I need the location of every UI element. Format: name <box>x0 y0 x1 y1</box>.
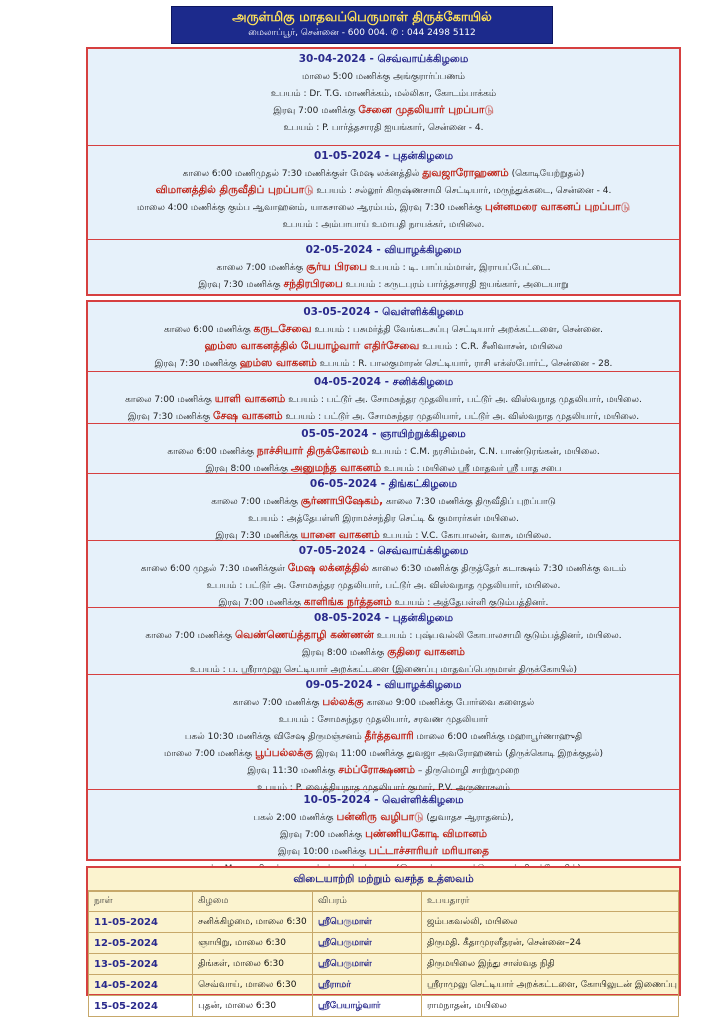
table-title: விடையாற்றி மற்றும் வசந்த உத்ஸவம் <box>88 868 679 891</box>
event-highlight: புண்ணியகோடி விமானம் <box>365 828 488 840</box>
event-line <box>90 199 677 216</box>
cell-detail: ஸ்ரீபேயாழ்வார் <box>312 996 421 1017</box>
event-text: உபயம் : C.M. நரசிம்மன், C.N. பாண்டுரங்கன், மயிலை. <box>368 447 600 457</box>
event-text: பகல் 10:30 மணிக்கு விசேஷ திருமஞ்சனம் <box>184 732 365 742</box>
event-line <box>90 276 677 293</box>
event-text: இரவு 11:30 மணிக்கு <box>247 766 339 776</box>
event-text: உபயம் : பட்டூர் அ. சோமசுந்தர முதலியார், பட்டூர் அ. விஸ்வநாத முதலியார், மயிலை. <box>282 412 640 422</box>
event-text: உபயம் : பட்டூர் அ. சோமசுந்தர முதலியார், பட்டூர் அ. விஸ்வநாத முதலியார், மயிலை. <box>285 395 642 405</box>
event-highlight: மேஷ லக்னத்தில் <box>287 562 369 574</box>
cell-detail: ஸ்ரீபெருமாள் <box>312 933 421 954</box>
event-line <box>90 68 677 85</box>
table-row <box>89 996 679 1017</box>
event-line <box>90 627 677 644</box>
event-line <box>90 408 677 425</box>
cell-sponsor: திருமயிலை இந்து சாஸ்வத நிதி <box>421 954 678 975</box>
day-heading: 07-05-2024 - செவ்வாய்க்கிழமை <box>298 545 469 557</box>
temple-title: அருள்மிகு மாதவப்பெருமாள் திருக்கோயில் <box>232 10 492 25</box>
schedule-panel-main <box>86 300 681 861</box>
event-highlight: சம்ப்ரோக்ஷணம் <box>338 764 416 776</box>
event-text: பகல் 2:00 மணிக்கு <box>253 813 337 823</box>
event-line <box>90 216 677 233</box>
cell-detail: ஸ்ரீபெருமாள் <box>312 954 421 975</box>
cell-day: திங்கள், மாலை 6:30 <box>193 954 313 975</box>
event-line <box>90 321 677 338</box>
day-block <box>88 675 679 793</box>
temple-header <box>171 6 553 44</box>
day-block <box>88 146 679 240</box>
event-line <box>90 577 677 594</box>
table-row <box>89 954 679 975</box>
day-heading: 08-05-2024 - புதன்கிழமை <box>313 612 454 624</box>
event-highlight: யாளி வாகனம் <box>214 393 286 405</box>
event-text: இரவு 7:30 மணிக்கு <box>198 280 284 290</box>
event-text: – திருமொழி சாற்றுமுறை <box>415 766 520 776</box>
event-text: உபயம் : பசுமர்த்தி வேங்கடசுப்பு செட்டியார் அறக்கட்டளை, சென்னை. <box>311 325 604 335</box>
event-text: காலை 6:00 மணிக்கு <box>167 447 257 457</box>
event-highlight: விமானத்தில் திருவீதிப் புறப்பாடு <box>155 184 314 196</box>
event-text: இரவு 10:00 மணிக்கு <box>278 847 369 857</box>
cell-day: சனிக்கிழமை, மாலை 6:30 <box>193 912 313 933</box>
cell-detail: ஸ்ரீராமர் <box>312 975 421 996</box>
cell-sponsor: ராமநாதன், மயிலை <box>421 996 678 1017</box>
event-text: மாலை 4:00 மணிக்கு கும்ப ஆவாஹனம், யாகசாலை ஆரம்பம், இரவு 7:30 மணிக்கு <box>136 203 485 213</box>
cell-date: 11-05-2024 <box>89 912 193 933</box>
event-text: இரவு 8:00 மணிக்கு <box>302 648 388 658</box>
event-text: மாலை 6:00 மணிக்கு மஹாபூர்ணாஹுதி <box>413 732 583 742</box>
event-highlight: ஹம்ஸ வாகனம் <box>239 357 317 369</box>
cell-sponsor: ஸ்ரீராமுலு செட்டியார் அறக்கட்டளை, கோயிலுடன் இணைப்பு <box>421 975 678 996</box>
event-highlight: வெண்ணெய்த்தாழி கண்ணன் <box>234 629 374 641</box>
cell-sponsor: ஜம்பகவல்லி, மயிலை <box>421 912 678 933</box>
event-highlight: பட்டாச்சாரியர் மரியாதை <box>368 845 489 857</box>
day-heading: 02-05-2024 - வியாழக்கிழமை <box>305 244 462 256</box>
event-text: உபயம் : P. பார்த்தசாரதி ஐயங்கார், சென்னை - 4. <box>283 123 484 133</box>
event-highlight: துவஜாரோஹணம் <box>422 167 509 179</box>
event-text: உபயம் : அத்தேபள்ளி குடும்பத்தினர். <box>391 598 549 608</box>
event-text: உபயம் : பட்டூர் அ. சோமசுந்தர முதலியார், பட்டூர் அ. விஸ்வநாத முதலியார், மயிலை. <box>206 581 561 591</box>
event-line <box>90 843 677 860</box>
day-block <box>88 474 679 541</box>
day-heading: 30-04-2024 - செவ்வாய்க்கிழமை <box>298 53 469 65</box>
event-highlight: ஹம்ஸ வாகனத்தில் பேயாழ்வார் எதிர்சேவை <box>204 340 420 352</box>
event-highlight: தீர்த்தவாரி <box>364 730 414 742</box>
day-block <box>88 608 679 675</box>
event-highlight: பூப்பல்லக்கு <box>255 747 313 759</box>
event-text: காலை 9:00 மணிக்கு போர்வை களைதல் <box>363 698 535 708</box>
event-highlight: அனுமந்த வாகனம் <box>290 462 382 474</box>
event-text: காலை 7:00 மணிக்கு <box>211 497 301 507</box>
event-line <box>90 711 677 728</box>
event-highlight: கருடசேவை <box>253 323 312 335</box>
event-text: உபயம் : சோமசுந்தர முதலியார், சரவண முதலியார் <box>278 715 489 725</box>
event-text: மாலை 7:00 மணிக்கு <box>163 749 256 759</box>
event-line <box>90 826 677 843</box>
event-text: காலை 7:00 மணிக்கு <box>216 263 307 273</box>
event-line <box>90 762 677 779</box>
day-block <box>88 790 679 859</box>
event-text: காலை 7:00 மணிக்கு <box>232 698 323 708</box>
event-text: உபயம் : V.C. கோபாலன், வாசு, மயிலை. <box>379 531 552 541</box>
table-row <box>89 975 679 996</box>
event-text: இரவு 7:30 மணிக்கு <box>154 359 240 369</box>
day-heading: 05-05-2024 - ஞாயிற்றுக்கிழமை <box>301 428 466 440</box>
event-line <box>90 510 677 527</box>
event-line <box>90 728 677 745</box>
event-line <box>90 355 677 372</box>
cell-date: 15-05-2024 <box>89 996 193 1017</box>
cell-day: புதன், மாலை 6:30 <box>193 996 313 1017</box>
event-text: உபயம் : அம்பாபாய் உமாபதி நாயக்கர், மயிலை. <box>282 220 485 230</box>
event-text: உபயம் : சல்லூர் கிருஷ்ணசாமி செட்டியார், மருந்துக்கடை, சென்னை - 4. <box>313 186 612 196</box>
table-row <box>89 933 679 954</box>
cell-date: 14-05-2024 <box>89 975 193 996</box>
col-day: கிழமை <box>193 892 313 912</box>
event-line <box>90 493 677 510</box>
event-text: உபயம் : C.R. சீனிவாசன், மயிலை <box>419 342 563 352</box>
event-text: இரவு 7:00 மணிக்கு <box>279 830 366 840</box>
event-text: (துவாதச ஆராதனம்), <box>423 813 514 823</box>
event-line <box>90 694 677 711</box>
schedule-table <box>88 891 679 1017</box>
event-text: (கொடியேற்றுதல்) <box>508 169 585 179</box>
event-line <box>90 809 677 826</box>
event-line <box>90 391 677 408</box>
event-line <box>90 85 677 102</box>
temple-address: மைலாப்பூர், சென்னை - 600 004. ✆ : 044 2498 5112 <box>248 28 476 38</box>
table-row <box>89 912 679 933</box>
event-text: மாலை 5:00 மணிக்கு அங்குரார்ப்பணம் <box>301 72 466 82</box>
event-text: உபயம் : மயிலை ஸ்ரீ மாதவர் ஸ்ரீ பாத சபை <box>381 464 562 474</box>
event-text: காலை 6:00 மணிக்கு <box>163 325 254 335</box>
event-highlight: சேனை முதலியார் புறப்பாடு <box>358 104 494 116</box>
day-block <box>88 302 679 372</box>
event-line <box>90 102 677 119</box>
event-highlight: புன்னமரை வாகனப் புறப்பாடு <box>485 201 630 213</box>
event-line <box>90 119 677 136</box>
day-heading: 06-05-2024 - திங்கட்கிழமை <box>309 478 458 490</box>
col-sponsor: உபயதாரர் <box>421 892 678 912</box>
event-line <box>90 338 677 355</box>
event-line <box>90 443 677 460</box>
event-text: உபயம் : ப. ஸ்ரீராமுலு செட்டியார் அறக்கட்டளை (இணைப்பு மாதவப்பெருமாள் திருக்கோயில்) <box>189 665 578 675</box>
event-text: இரவு 7:00 மணிக்கு <box>273 106 359 116</box>
event-highlight: சூர்ணாபிஷேகம், <box>300 495 384 507</box>
day-heading: 01-05-2024 - புதன்கிழமை <box>313 150 454 162</box>
event-line <box>90 644 677 661</box>
event-text: உபயம் : P. வைத்தியநாத முதலியார் குமார், P.V. அருணாசலம் <box>257 783 510 793</box>
event-highlight: நாச்சியார் திருக்கோலம் <box>256 445 369 457</box>
day-heading: 03-05-2024 - வெள்ளிக்கிழமை <box>303 306 464 318</box>
day-heading: 09-05-2024 - வியாழக்கிழமை <box>305 679 462 691</box>
day-block <box>88 424 679 474</box>
event-line <box>90 259 677 276</box>
col-date: நாள் <box>89 892 193 912</box>
event-highlight: பல்லக்கு <box>322 696 364 708</box>
event-highlight: சூர்ய பிரபை <box>306 261 368 273</box>
event-text: இரவு 8:00 மணிக்கு <box>205 464 291 474</box>
schedule-panel-top <box>86 47 681 296</box>
event-text: இரவு 7:30 மணிக்கு <box>215 531 301 541</box>
event-text: இரவு 7:00 மணிக்கு <box>218 598 304 608</box>
event-text: உபயம் : Dr. T.G. மாணிக்கம், மல்லிகா, கோடம்பாக்கம் <box>270 89 497 99</box>
col-detail: விபரம் <box>312 892 421 912</box>
table-header-row <box>89 892 679 912</box>
event-highlight: யானை வாகனம் <box>300 529 380 541</box>
event-highlight: குதிரை வாகனம் <box>387 646 465 658</box>
event-line <box>90 182 677 199</box>
day-heading: 10-05-2024 - வெள்ளிக்கிழமை <box>303 794 464 806</box>
event-line <box>90 745 677 762</box>
event-text: காலை 6:30 மணிக்கு திருத்தேர் கடாக்ஷம் 7:30 மணிக்கு வடம் <box>368 564 627 574</box>
day-block <box>88 49 679 146</box>
vasantha-utsavam-table <box>86 866 681 1012</box>
cell-date: 13-05-2024 <box>89 954 193 975</box>
event-text: இரவு 11:00 மணிக்கு துவஜா அவரோஹணம் (திருக்கொடி இறக்குதல்) <box>312 749 604 759</box>
cell-date: 12-05-2024 <box>89 933 193 954</box>
day-heading: 04-05-2024 - சனிக்கிழமை <box>313 376 454 388</box>
cell-sponsor: திருமதி. கீதாமுரளீதரன், சென்னை–24 <box>421 933 678 954</box>
day-block <box>88 372 679 424</box>
event-text: உபயம் : கருடபுரம் பார்த்தசாரதி ஐயங்கார், அடையாறு <box>342 280 569 290</box>
event-line <box>90 165 677 182</box>
event-text: காலை 6:00 மணிமுதல் 7:30 மணிக்குள் மேஷ லக்னத்தில் <box>182 169 423 179</box>
event-text: காலை 7:30 மணிக்கு திருவீதிப் புறப்பாடு <box>383 497 556 507</box>
day-block <box>88 541 679 608</box>
day-block <box>88 240 679 294</box>
event-highlight: சந்திரபிரபை <box>283 278 343 290</box>
cell-day: செவ்வாய், மாலை 6:30 <box>193 975 313 996</box>
event-text: காலை 7:00 மணிக்கு <box>125 395 215 405</box>
event-text: உபயம் : அத்தேபள்ளி இராமச்சந்திர செட்டி & குமாரர்கள் மயிலை. <box>248 514 519 524</box>
cell-detail: ஸ்ரீபெருமாள் <box>312 912 421 933</box>
event-text: உபயம் : R. பாலகுமாரன் செட்டியார், ராசி எக்ஸ்போர்ட், சென்னை - 28. <box>316 359 613 369</box>
event-line <box>90 560 677 577</box>
event-text: உபயம் : டி. பாப்பம்மாள், இராயப்பேட்டை. <box>367 263 551 273</box>
event-text: காலை 7:00 மணிக்கு <box>145 631 235 641</box>
event-highlight: காளிங்க நர்த்தனம் <box>303 596 392 608</box>
cell-day: ஞாயிறு, மாலை 6:30 <box>193 933 313 954</box>
event-text: காலை 6:00 முதல் 7:30 மணிக்குள் <box>140 564 288 574</box>
event-text: உபயம் : புஷ்பவல்லி கோபாலசாமி குடும்பத்தினர், மயிலை. <box>373 631 622 641</box>
event-text: இரவு 7:30 மணிக்கு <box>127 412 214 422</box>
event-highlight: சேஷ வாகனம் <box>213 410 283 422</box>
event-highlight: பன்னிரு வழிபாடு <box>336 811 424 823</box>
